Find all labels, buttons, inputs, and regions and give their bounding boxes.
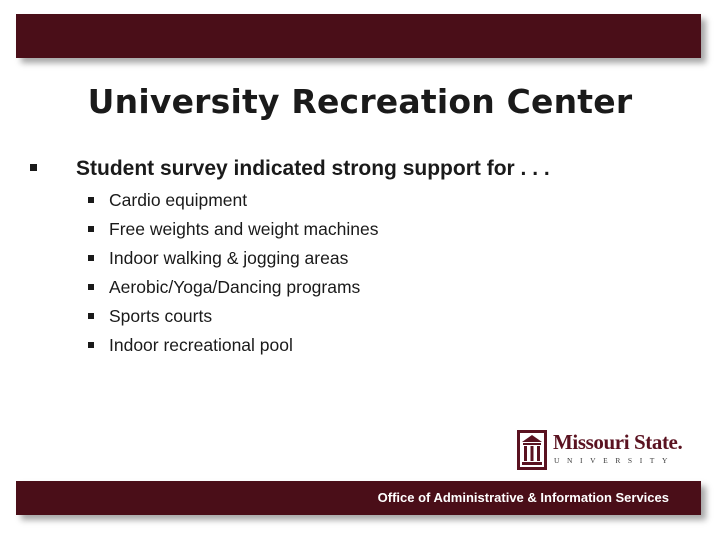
square-bullet-icon xyxy=(88,197,94,203)
list-item xyxy=(88,219,508,248)
header-bar xyxy=(16,14,701,58)
university-logo xyxy=(517,430,682,472)
list-item-text: Free weights and weight machines xyxy=(109,219,379,239)
list-item-text: Aerobic/Yoga/Dancing programs xyxy=(109,277,361,297)
list-item-text: Sports courts xyxy=(109,306,213,326)
sub-bullet-list xyxy=(88,190,508,364)
list-item xyxy=(88,248,508,277)
list-item xyxy=(88,190,508,219)
building-icon xyxy=(517,430,547,470)
logo-wordmark: Missouri State. xyxy=(553,430,683,454)
square-bullet-icon xyxy=(30,164,37,171)
logo-subtitle: UNIVERSITY xyxy=(554,456,675,465)
square-bullet-icon xyxy=(88,342,94,348)
square-bullet-icon xyxy=(88,255,94,261)
list-item-text: Cardio equipment xyxy=(109,190,248,210)
square-bullet-icon xyxy=(88,284,94,290)
square-bullet-icon xyxy=(88,226,94,232)
list-item xyxy=(88,335,508,364)
square-bullet-icon xyxy=(88,313,94,319)
footer-text: Office of Administrative & Information Services xyxy=(377,490,669,505)
footer-bar xyxy=(16,481,701,515)
list-item-text: Indoor recreational pool xyxy=(109,335,293,355)
list-item xyxy=(88,306,508,335)
main-bullet-text: Student survey indicated strong support for . . . xyxy=(76,157,550,180)
slide-title: University Recreation Center xyxy=(87,82,633,121)
list-item-text: Indoor walking & jogging areas xyxy=(109,248,349,268)
list-item xyxy=(88,277,508,306)
